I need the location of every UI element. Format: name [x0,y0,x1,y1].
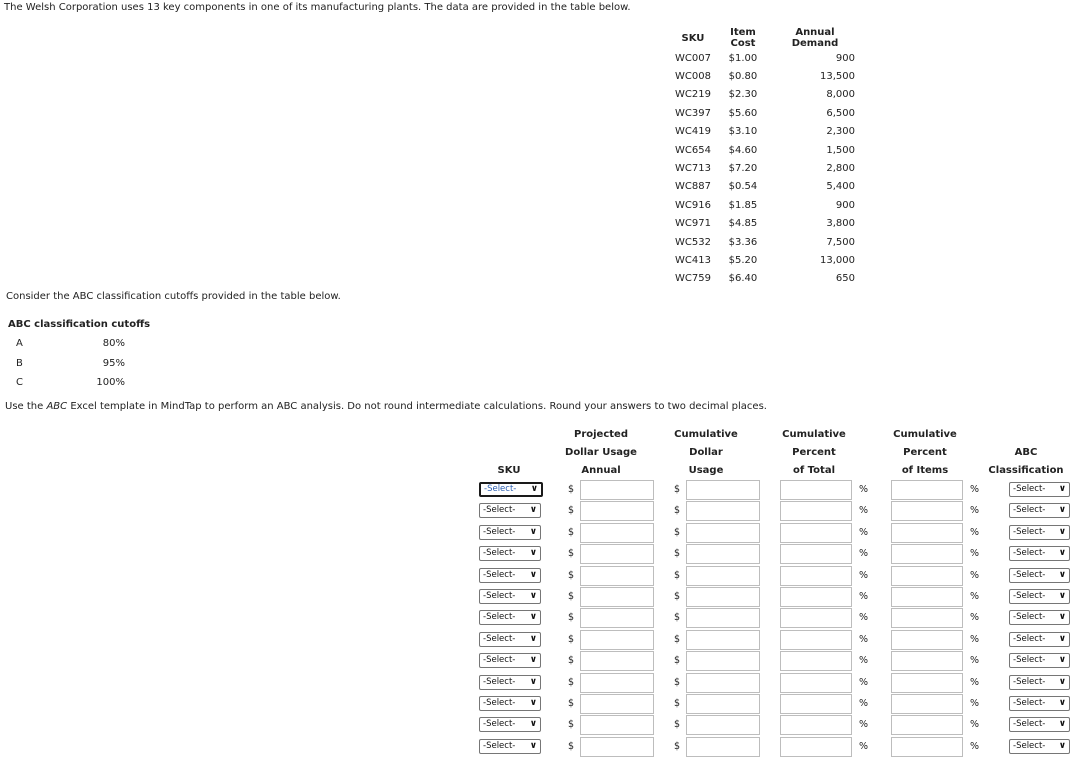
currency-symbol: $ [568,484,575,495]
currency-symbol: $ [674,719,681,731]
abc-cutoff-percent: 95% [102,357,125,369]
table-cell: 900 [835,52,855,64]
answer-row [0,500,1085,521]
intro-text: The Welsh Corporation uses 13 key components in one of its manufacturing plants. The data are provided in the table below. [4,2,631,13]
column-header-projected: Annual [581,465,621,476]
currency-symbol: $ [674,655,681,667]
column-header-abc: ABC [1014,447,1038,458]
select-label: -Select- [1013,740,1046,751]
table-cell: WC713 [675,163,711,175]
projected-dollar-usage-input[interactable] [580,544,654,564]
table-cell: 13,000 [819,254,855,266]
column-header-abc: Classification [988,465,1064,476]
chevron-down-icon: ∨ [529,633,537,644]
answer-row [0,479,1085,500]
cumulative-percent-total-input[interactable] [780,715,852,735]
table-row [670,178,860,196]
table-cell: 6,500 [826,107,855,119]
instructions-after: Excel template in MindTap to perform an ABC analysis. Do not round intermediate calculations. Round your answers to two decimal places. [67,401,767,412]
column-header-cum-dollar: Cumulative [674,429,738,440]
projected-dollar-usage-input[interactable] [580,651,654,671]
cumulative-percent-total-input[interactable] [780,480,852,500]
abc-classification-select[interactable] [1009,632,1070,647]
percent-symbol: % [859,740,869,752]
chevron-down-icon: ∨ [529,698,537,708]
table-cell: WC759 [675,273,711,285]
select-label: -Select- [483,548,516,559]
cumulative-dollar-usage-input[interactable] [686,587,760,607]
cumulative-dollar-usage-input[interactable] [686,737,760,757]
column-header-cum-pct-items: of Items [901,465,949,476]
percent-symbol: % [859,676,869,688]
abc-classification-select[interactable] [1009,653,1070,668]
table-cell: WC413 [675,254,711,266]
chevron-down-icon: ∨ [1058,591,1066,601]
percent-symbol: % [859,526,869,538]
chevron-down-icon: ∨ [529,505,537,516]
projected-dollar-usage-input[interactable] [580,715,654,735]
cumulative-percent-items-input[interactable] [891,480,963,500]
cumulative-percent-items-input[interactable] [891,523,963,543]
select-label: -Select- [483,740,516,751]
table-row [670,233,860,251]
table-cell: $4.85 [728,218,758,230]
currency-symbol: $ [568,655,575,667]
percent-symbol: % [970,548,980,560]
abc-classification-select[interactable] [1009,525,1070,540]
percent-symbol: % [970,719,980,731]
projected-dollar-usage-input[interactable] [580,480,654,500]
table-cell: WC532 [675,236,711,248]
cumulative-percent-items-input[interactable] [891,715,963,735]
answer-row [0,565,1085,586]
abc-classification-select[interactable] [1009,696,1070,711]
currency-symbol: $ [674,633,681,645]
table-cell: WC008 [675,71,711,83]
table-cell: 2,800 [826,163,855,175]
chevron-down-icon: ∨ [529,591,537,601]
percent-symbol: % [859,655,869,667]
currency-symbol: $ [568,698,575,709]
select-label: -Select- [1013,591,1046,601]
answer-row [0,650,1085,671]
chevron-down-icon: ∨ [1058,655,1066,666]
percent-symbol: % [859,719,869,731]
abc-classification-select[interactable] [1009,739,1070,754]
chevron-down-icon: ∨ [529,548,537,559]
table-cell: 5,400 [826,181,855,193]
chevron-down-icon: ∨ [1058,719,1066,730]
cumulative-dollar-usage-input[interactable] [686,673,760,693]
data-table-header: Item Cost [730,27,756,49]
percent-symbol: % [859,569,869,581]
cumulative-percent-total-input[interactable] [780,501,852,521]
table-cell: $4.60 [728,144,758,156]
sku-select[interactable] [479,610,541,625]
cumulative-dollar-usage-input[interactable] [686,651,760,671]
instructions-before: Use the [5,401,47,412]
sku-select[interactable] [479,717,541,732]
percent-symbol: % [859,505,869,517]
cumulative-percent-items-input[interactable] [891,737,963,757]
abc-intro-text: Consider the ABC classification cutoffs provided in the table below. [6,291,341,302]
table-cell: WC219 [675,89,711,101]
projected-dollar-usage-input[interactable] [580,608,654,628]
cumulative-percent-total-input[interactable] [780,737,852,757]
percent-symbol: % [859,633,869,645]
cumulative-percent-items-input[interactable] [891,694,963,714]
sku-select[interactable] [479,546,541,561]
table-row [670,196,860,214]
cumulative-dollar-usage-input[interactable] [686,566,760,586]
chevron-down-icon: ∨ [1058,676,1066,687]
cumulative-percent-total-input[interactable] [780,630,852,650]
cumulative-percent-items-input[interactable] [891,651,963,671]
cumulative-percent-total-input[interactable] [780,523,852,543]
abc-classification-select[interactable] [1009,589,1070,604]
table-cell: WC916 [675,199,711,211]
table-cell: $2.30 [728,89,758,101]
chevron-down-icon: ∨ [1058,698,1066,708]
abc-cutoff-percent: 80% [102,338,125,349]
table-row [670,270,860,288]
percent-symbol: % [970,484,980,495]
currency-symbol: $ [674,484,681,495]
currency-symbol: $ [568,612,575,624]
abc-classification-select[interactable] [1009,482,1070,497]
table-row [670,215,860,233]
table-cell: 3,800 [826,218,855,230]
select-label: -Select- [483,569,516,580]
chevron-down-icon: ∨ [1058,569,1066,580]
table-cell: $3.10 [728,126,758,138]
abc-classification-select[interactable] [1009,675,1070,690]
currency-symbol: $ [568,719,575,731]
chevron-down-icon: ∨ [529,655,537,666]
chevron-down-icon: ∨ [529,719,537,730]
table-row [670,159,860,177]
percent-symbol: % [859,591,869,602]
column-header-cum-dollar: Usage [688,465,724,476]
table-cell: WC007 [675,52,711,64]
chevron-down-icon: ∨ [1058,526,1066,537]
cumulative-percent-items-input[interactable] [891,544,963,564]
select-label: -Select- [483,505,516,516]
table-cell: $0.54 [728,181,758,193]
cumulative-dollar-usage-input[interactable] [686,608,760,628]
answer-row [0,586,1085,607]
projected-dollar-usage-input[interactable] [580,694,654,714]
percent-symbol: % [859,484,869,495]
chevron-down-icon: ∨ [1058,612,1066,623]
currency-symbol: $ [674,676,681,688]
table-cell: 8,000 [826,89,855,101]
sku-select[interactable] [479,739,541,754]
percent-symbol: % [970,633,980,645]
abc-classification-select[interactable] [1009,717,1070,732]
cumulative-dollar-usage-input[interactable] [686,501,760,521]
sku-select[interactable] [479,503,541,518]
percent-symbol: % [970,655,980,667]
table-cell: $1.00 [728,52,758,64]
percent-symbol: % [859,698,869,709]
cumulative-percent-total-input[interactable] [780,587,852,607]
data-table-header: SKU [681,32,705,44]
answer-row [0,522,1085,543]
currency-symbol: $ [674,548,681,560]
column-header-cum-dollar: Dollar [689,447,723,458]
currency-symbol: $ [674,569,681,581]
table-row [670,67,860,85]
projected-dollar-usage-input[interactable] [580,673,654,693]
data-table-header: Annual Demand [791,27,839,49]
table-cell: $0.80 [728,71,758,83]
table-cell: WC654 [675,144,711,156]
currency-symbol: $ [674,526,681,538]
currency-symbol: $ [674,591,681,602]
abc-classification-select[interactable] [1009,503,1070,518]
select-label: -Select- [1013,698,1046,708]
cumulative-percent-items-input[interactable] [891,630,963,650]
instructions-text [5,401,767,412]
select-label: -Select- [1013,548,1046,559]
table-cell: 650 [835,273,855,285]
table-cell: WC887 [675,181,711,193]
table-cell: 1,500 [826,144,855,156]
sku-select[interactable] [479,675,541,690]
table-cell: $7.20 [728,163,758,175]
currency-symbol: $ [568,591,575,602]
percent-symbol: % [970,569,980,581]
cumulative-percent-items-input[interactable] [891,608,963,628]
answer-row [0,693,1085,714]
table-row [670,49,860,67]
table-cell: WC397 [675,107,711,119]
column-header-cum-pct-total: Percent [792,447,836,458]
answer-row [0,543,1085,564]
currency-symbol: $ [568,569,575,581]
select-label: -Select- [1013,484,1046,494]
abc-class-label: B [16,357,23,369]
projected-dollar-usage-input[interactable] [580,630,654,650]
percent-symbol: % [970,740,980,752]
table-row [670,86,860,104]
chevron-down-icon: ∨ [529,569,537,580]
abc-class-label: C [16,377,23,388]
cumulative-dollar-usage-input[interactable] [686,480,760,500]
table-row [670,251,860,269]
column-header-cum-pct-total: Cumulative [782,429,846,440]
projected-dollar-usage-input[interactable] [580,501,654,521]
select-label: -Select- [483,612,516,623]
select-label: -Select- [1013,612,1046,623]
table-cell: 7,500 [826,236,855,248]
component-data-table [670,27,860,288]
cumulative-percent-items-input[interactable] [891,501,963,521]
projected-dollar-usage-input[interactable] [580,523,654,543]
select-label: -Select- [484,484,517,494]
answer-row [0,736,1085,757]
chevron-down-icon: ∨ [530,484,538,494]
column-header-cum-pct-total: of Total [792,465,836,476]
sku-select[interactable] [479,589,541,604]
percent-symbol: % [970,526,980,538]
abc-class-label: A [16,338,23,349]
sku-select[interactable] [479,482,543,497]
select-label: -Select- [1013,633,1046,644]
cumulative-percent-items-input[interactable] [891,566,963,586]
chevron-down-icon: ∨ [529,526,537,537]
table-row [670,123,860,141]
table-cell: 13,500 [819,71,855,83]
chevron-down-icon: ∨ [529,676,537,687]
currency-symbol: $ [674,612,681,624]
cumulative-dollar-usage-input[interactable] [686,630,760,650]
currency-symbol: $ [568,505,575,517]
abc-classification-select[interactable] [1009,546,1070,561]
chevron-down-icon: ∨ [529,612,537,623]
currency-symbol: $ [568,548,575,560]
select-label: -Select- [483,526,516,537]
select-label: -Select- [1013,719,1046,730]
currency-symbol: $ [568,526,575,538]
abc-cutoff-percent: 100% [96,377,125,388]
select-label: -Select- [483,633,516,644]
select-label: -Select- [1013,505,1046,516]
chevron-down-icon: ∨ [1058,740,1066,751]
sku-select[interactable] [479,696,541,711]
select-label: -Select- [1013,655,1046,666]
cumulative-dollar-usage-input[interactable] [686,523,760,543]
select-label: -Select- [483,698,516,708]
cumulative-percent-items-input[interactable] [891,673,963,693]
chevron-down-icon: ∨ [1058,484,1066,494]
column-header-sku: SKU [497,465,521,476]
instructions-em: ABC [46,401,68,412]
percent-symbol: % [970,612,980,624]
column-header-cum-pct-items: Cumulative [893,429,957,440]
abc-classification-select[interactable] [1009,568,1070,583]
percent-symbol: % [859,612,869,624]
currency-symbol: $ [674,698,681,709]
select-label: -Select- [1013,526,1046,537]
currency-symbol: $ [568,740,575,752]
cumulative-percent-items-input[interactable] [891,587,963,607]
cumulative-dollar-usage-input[interactable] [686,694,760,714]
percent-symbol: % [970,591,980,602]
percent-symbol: % [970,698,980,709]
percent-symbol: % [970,505,980,517]
abc-cutoffs-title: ABC classification cutoffs [8,319,151,330]
chevron-down-icon: ∨ [1058,633,1066,644]
sku-select[interactable] [479,632,541,647]
projected-dollar-usage-input[interactable] [580,737,654,757]
column-header-cum-pct-items: Percent [903,447,947,458]
select-label: -Select- [1013,676,1046,687]
chevron-down-icon: ∨ [1058,548,1066,559]
currency-symbol: $ [674,505,681,517]
cumulative-percent-total-input[interactable] [780,566,852,586]
answer-row [0,629,1085,650]
column-header-projected: Dollar Usage [565,447,637,458]
sku-select[interactable] [479,568,541,583]
percent-symbol: % [970,676,980,688]
currency-symbol: $ [674,740,681,752]
table-cell: WC419 [675,126,711,138]
table-cell: $1.85 [728,199,758,211]
select-label: -Select- [1013,569,1046,580]
table-cell: $3.36 [728,236,758,248]
table-row [670,104,860,122]
table-cell: $5.20 [728,254,758,266]
select-label: -Select- [483,591,516,601]
cumulative-percent-total-input[interactable] [780,694,852,714]
cumulative-dollar-usage-input[interactable] [686,715,760,735]
currency-symbol: $ [568,676,575,688]
column-header-projected: Projected [574,429,628,440]
cumulative-percent-total-input[interactable] [780,608,852,628]
table-cell: 2,300 [826,126,855,138]
select-label: -Select- [483,655,516,666]
cumulative-percent-total-input[interactable] [780,673,852,693]
projected-dollar-usage-input[interactable] [580,566,654,586]
projected-dollar-usage-input[interactable] [580,587,654,607]
cumulative-percent-total-input[interactable] [780,544,852,564]
answer-row [0,607,1085,628]
answer-row [0,714,1085,735]
chevron-down-icon: ∨ [529,740,537,751]
percent-symbol: % [859,548,869,560]
table-cell: $6.40 [728,273,758,285]
cumulative-dollar-usage-input[interactable] [686,544,760,564]
cumulative-percent-total-input[interactable] [780,651,852,671]
select-label: -Select- [483,676,516,687]
sku-select[interactable] [479,653,541,668]
sku-select[interactable] [479,525,541,540]
table-row [670,141,860,159]
table-cell: 900 [835,199,855,211]
select-label: -Select- [483,719,516,730]
chevron-down-icon: ∨ [1058,505,1066,516]
answer-row [0,672,1085,693]
table-cell: WC971 [675,218,711,230]
abc-classification-select[interactable] [1009,610,1070,625]
table-cell: $5.60 [728,107,758,119]
currency-symbol: $ [568,633,575,645]
